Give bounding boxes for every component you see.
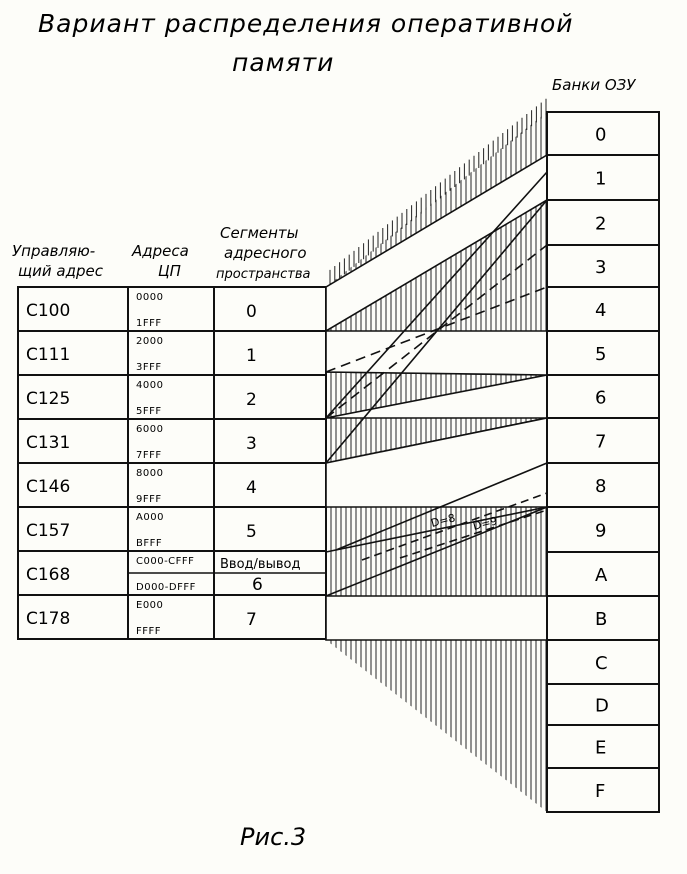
banks-header: Банки ОЗУ: [552, 76, 636, 94]
bank-6: 6: [595, 387, 607, 409]
bank-f: F: [595, 781, 606, 802]
row-addr-end: BFFF: [136, 538, 163, 549]
diagram-title: Вариант распределения оперативной: [38, 9, 574, 38]
row-addr-start: A000: [136, 512, 164, 523]
row-segment: 0: [246, 302, 257, 322]
row-addr-end: 7FFF: [136, 450, 162, 461]
bank-1: 1: [595, 168, 607, 190]
bank-4: 4: [595, 300, 607, 321]
row-addr-end: 1FFF: [136, 318, 162, 329]
row-segment: 2: [246, 390, 257, 410]
diagram-title-line2: памяти: [232, 48, 335, 77]
row-addr-start: E000: [136, 600, 164, 611]
row-segment-io: Ввод/вывод: [220, 557, 301, 572]
annotation-d8: D=8: [429, 511, 457, 530]
bank-7: 7: [595, 431, 607, 453]
addr-header-1: Адреса: [132, 242, 189, 260]
row-ctrl-address: C125: [26, 389, 71, 409]
row-addr-start: 4000: [136, 380, 164, 391]
bank-b: B: [595, 609, 608, 630]
ctrl-header-1: Управляю-: [12, 242, 96, 260]
row-addr-end: 3FFF: [136, 362, 162, 373]
ctrl-header-2: щий адрес: [18, 262, 103, 280]
addr-header-2: ЦП: [158, 262, 181, 280]
bank-8: 8: [595, 476, 607, 497]
row-ctrl-address: C168: [26, 565, 71, 585]
bank-e: E: [595, 737, 607, 759]
annotation-d9: D=9: [471, 514, 499, 533]
row-addr-start: 2000: [136, 336, 164, 347]
row-addr-start: 6000: [136, 424, 164, 435]
row-segment: 7: [246, 610, 257, 630]
bank-3: 3: [595, 257, 607, 278]
row-segment: 3: [246, 434, 257, 454]
figure-caption: Рис.3: [240, 823, 307, 851]
row-addr-end: 5FFF: [136, 406, 162, 417]
bank-c: C: [595, 653, 608, 674]
seg-header-3: пространства: [216, 267, 311, 282]
row-segment: 6: [252, 575, 263, 595]
bank-5: 5: [595, 344, 607, 365]
bank-d: D: [595, 695, 609, 717]
row-addr-end: D000-DFFF: [136, 582, 196, 593]
row-segment: 4: [246, 478, 257, 498]
row-ctrl-address: C100: [26, 301, 71, 321]
row-ctrl-address: C157: [26, 521, 71, 541]
seg-header-2: адресного: [224, 244, 307, 262]
row-ctrl-address: C111: [26, 345, 71, 365]
ram-banks-column: [547, 112, 659, 812]
seg-header-1: Сегменты: [220, 224, 299, 242]
row-segment: 5: [246, 522, 257, 542]
row-ctrl-address: C146: [26, 477, 71, 497]
address-table: [18, 287, 326, 639]
bank-2: 2: [595, 213, 607, 235]
bank-9: 9: [595, 520, 607, 542]
bank-a: A: [595, 565, 608, 586]
row-addr-start: C000-CFFF: [136, 556, 195, 567]
row-addr-start: 8000: [136, 468, 164, 479]
row-addr-end: FFFF: [136, 626, 162, 637]
row-ctrl-address: C178: [26, 609, 71, 629]
row-ctrl-address: C131: [26, 433, 71, 453]
row-addr-end: 9FFF: [136, 494, 162, 505]
row-addr-start: 0000: [136, 292, 164, 303]
bank-0: 0: [595, 124, 607, 146]
row-segment: 1: [246, 346, 257, 366]
